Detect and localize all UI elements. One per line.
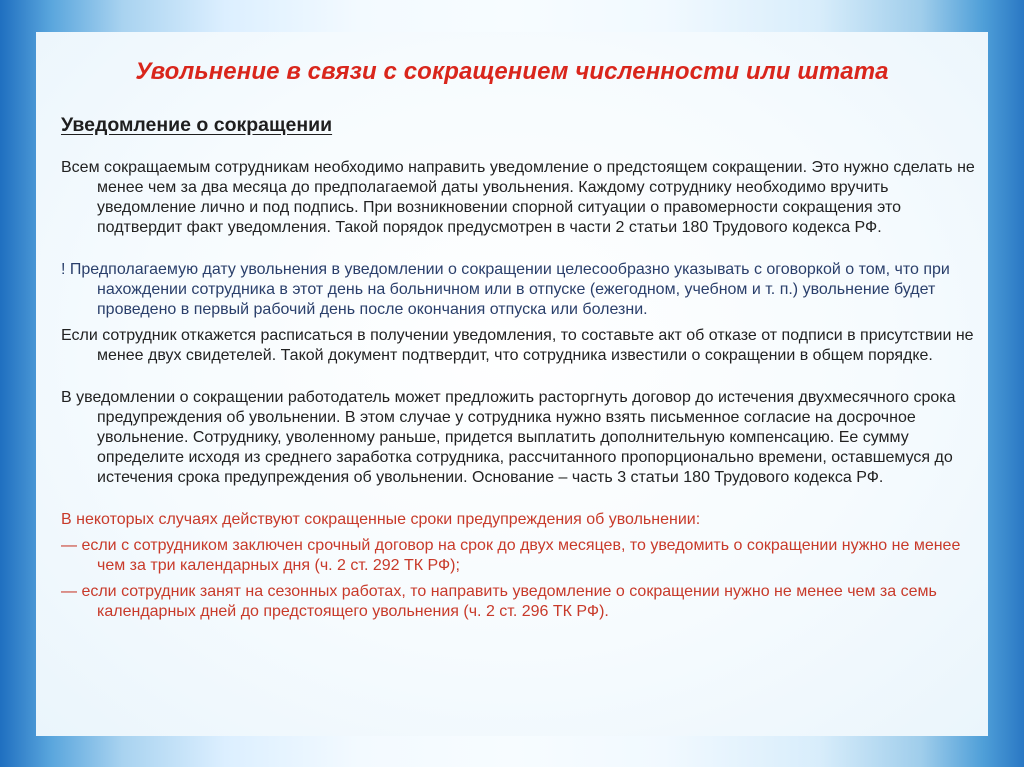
section-heading: Уведомление о сокращении	[61, 114, 333, 136]
slide-title: Увольнение в связи с сокращением численности или штата	[135, 58, 889, 85]
paragraph-notification: Всем сокращаемым сотрудникам необходимо направить уведомление о предстоящем сокращении. Это нужно сделать не менее чем за два месяца до предполагаемой даты увольнения. Каждому сотруднику необходимо вручить уведомление лично и под подпись. При возникновении спорной ситуации о правомерности сокращения это подтвердит факт уведомления. Такой порядок предусмотрен в части 2 статьи 180 Трудового кодекса РФ.	[61, 159, 975, 236]
paragraph-date-note: ! Предполагаемую дату увольнения в уведомлении о сокращении целесообразно указывать с оговоркой о том, что при нахождении сотрудника в этот день на больничном или в отпуске (ежегодном, учебном и т. п.) увольнение будет проведено в первый рабочий день после окончания отпуска или болезни.	[61, 261, 950, 318]
paragraph-refusal: Если сотрудник откажется расписаться в получении уведомления, то составьте акт об отказе от подписи в присутствии не менее двух свидетелей. Такой документ подтвердит, что сотрудника известили о сокращении в общем порядке.	[61, 327, 974, 364]
paragraph-fixed-term-contract: — если с сотрудником заключен срочный договор на срок до двух месяцев, то уведомить о сокращении нужно не менее чем за три календарных дня (ч. 2 ст. 292 ТК РФ);	[61, 537, 961, 574]
paragraph-reduced-terms: В некоторых случаях действуют сокращенные сроки предупреждения об увольнении:	[61, 511, 701, 528]
paragraph-early-termination: В уведомлении о сокращении работодатель может предложить расторгнуть договор до истечения двухмесячного срока предупреждения об увольнении. В этом случае у сотрудника нужно взять письменное согласие на досрочное увольнение. Сотруднику, уволенному раньше, придется выплатить дополнительную компенсацию. Ее сумму определите исходя из среднего заработка сотрудника, рассчитанного пропорционально времени, оставшемуся до истечения срока предупреждения об увольнении. Основание – часть 3 статьи 180 Трудового кодекса РФ.	[61, 389, 956, 486]
slide-content	[61, 158, 976, 622]
paragraph-seasonal-work: — если сотрудник занят на сезонных работах, то направить уведомление о сокращении нужно не менее чем за семь календарных дней до предстоящего увольнения (ч. 2 ст. 296 ТК РФ).	[61, 583, 937, 620]
